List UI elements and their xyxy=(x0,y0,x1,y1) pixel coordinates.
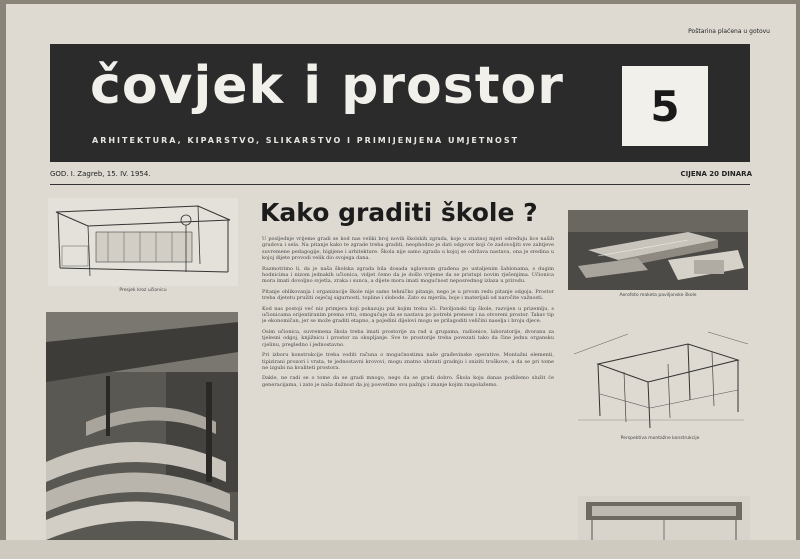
article-paragraph: Pitanje oblikovanja i organizacije škole nije samo tehničko pitanje, nego je u prvom redu pitanje odgoja. Prostor treba djetetu pružiti osjećaj sigurnosti, topline i slobode. Zato su mjerila, boje i materijali od naročite važnosti. xyxy=(262,288,554,302)
masthead-subtitle: ARHITEKTURA, KIPARSTVO, SLIKARSTVO I PRIMIJENJENA UMJETNOST xyxy=(92,136,520,145)
figure-caption-mid-right: Perspektiva montažne konstrukcije xyxy=(620,436,700,441)
header-rule xyxy=(50,184,750,185)
issue-number: 5 xyxy=(622,66,708,146)
construction-sketch xyxy=(568,324,752,434)
plan-drawing xyxy=(578,496,750,546)
article-body xyxy=(262,236,554,556)
article-paragraph: Osim učionica, suvremena škola treba imati prostorije za rad u grupama, radionice, laboratorije, dvoranu za tjelesni odgoj, knjižnicu i prostor za okupljanje. Sve te prostorije treba povezati tako da čine jednu organsku cjelinu, pregledno i jednostavno. xyxy=(262,328,554,348)
masthead xyxy=(50,44,750,162)
article-paragraph: Dakle, ne radi se o tome da se gradi mnogo, nego da se gradi dobro. Škola koju danas podižemo služit će generacijama, i zato je naša dužnost da joj posvetimo svu pažnju i znanje kojim raspolažemo. xyxy=(262,375,554,388)
figure-caption-top-right: Aerofoto maketa paviljonske škole xyxy=(619,293,697,298)
classroom-section-figure xyxy=(48,198,238,286)
article-paragraph: Kod nas postoji već niz primjera koji pokazuju put kojim treba ići. Paviljonski tip škole, razvijen u prizemlju, s učionicama orijentiranim prema vrtu, omogućuje da se nastava po potrebi prenese i na otvoreni prostor. Takav tip je ekonomičan, jer se može graditi etapno, a pojedini dijelovi mogu se prilagoditi veličini naselja i broju djece. xyxy=(262,305,554,325)
article-paragraph: Razmotrimo li, da je naša školska zgrada bila dosada uglavnom građena po ustaljenim šablonama, s dugim hodnicima i nizom jednakih učionica, vidjet ćemo da je došlo vrijeme da se pristupi novim rješenjima. Učionica mora imati dovoljno svjetla, zraka i sunca, a dijete mora imati mogućnost neposrednog izlaza u prirodu. xyxy=(262,265,554,285)
page-edge xyxy=(0,540,800,559)
school-photo xyxy=(46,312,238,550)
school-model-photo xyxy=(568,210,748,290)
dateline: GOD. I. Zagreb, 15. IV. 1954. xyxy=(50,170,151,178)
figure-caption-top-left: Presjek kroz učionicu xyxy=(119,288,167,293)
price-label: CIJENA 20 DINARA xyxy=(680,170,752,178)
postage-note: Poštarina plaćena u gotovu xyxy=(688,28,770,35)
article-paragraph: Pri izboru konstrukcije treba voditi računa o mogućnostima naše građevinske operative. Montažni elementi, tipizirani prozori i vrata, te jednostavni krovovi, mogu znatno ubrzati gradnju i sniziti troškove, a da se pri tome ne izgubi na kvaliteti prostora. xyxy=(262,352,554,371)
newspaper-page xyxy=(6,4,796,556)
masthead-title: čovjek i prostor xyxy=(90,56,564,116)
article-paragraph: U posljednje vrijeme gradi se kod nas veliki broj novih školskih zgrada, koje u znatnoj mjeri određuju lice naših gradova i sela. Na pitanje kako te zgrade treba graditi, neophodno je dati odgovor koji će zadovoljiti sve zahtjeve suvremene pedagogije, higijene i arhitekture. Škola nije samo zgrada u kojoj se održava nastava, ona je sredina u kojoj dijete provodi velik dio svojega dana. xyxy=(262,236,554,262)
article-headline: Kako graditi škole ? xyxy=(260,198,538,227)
